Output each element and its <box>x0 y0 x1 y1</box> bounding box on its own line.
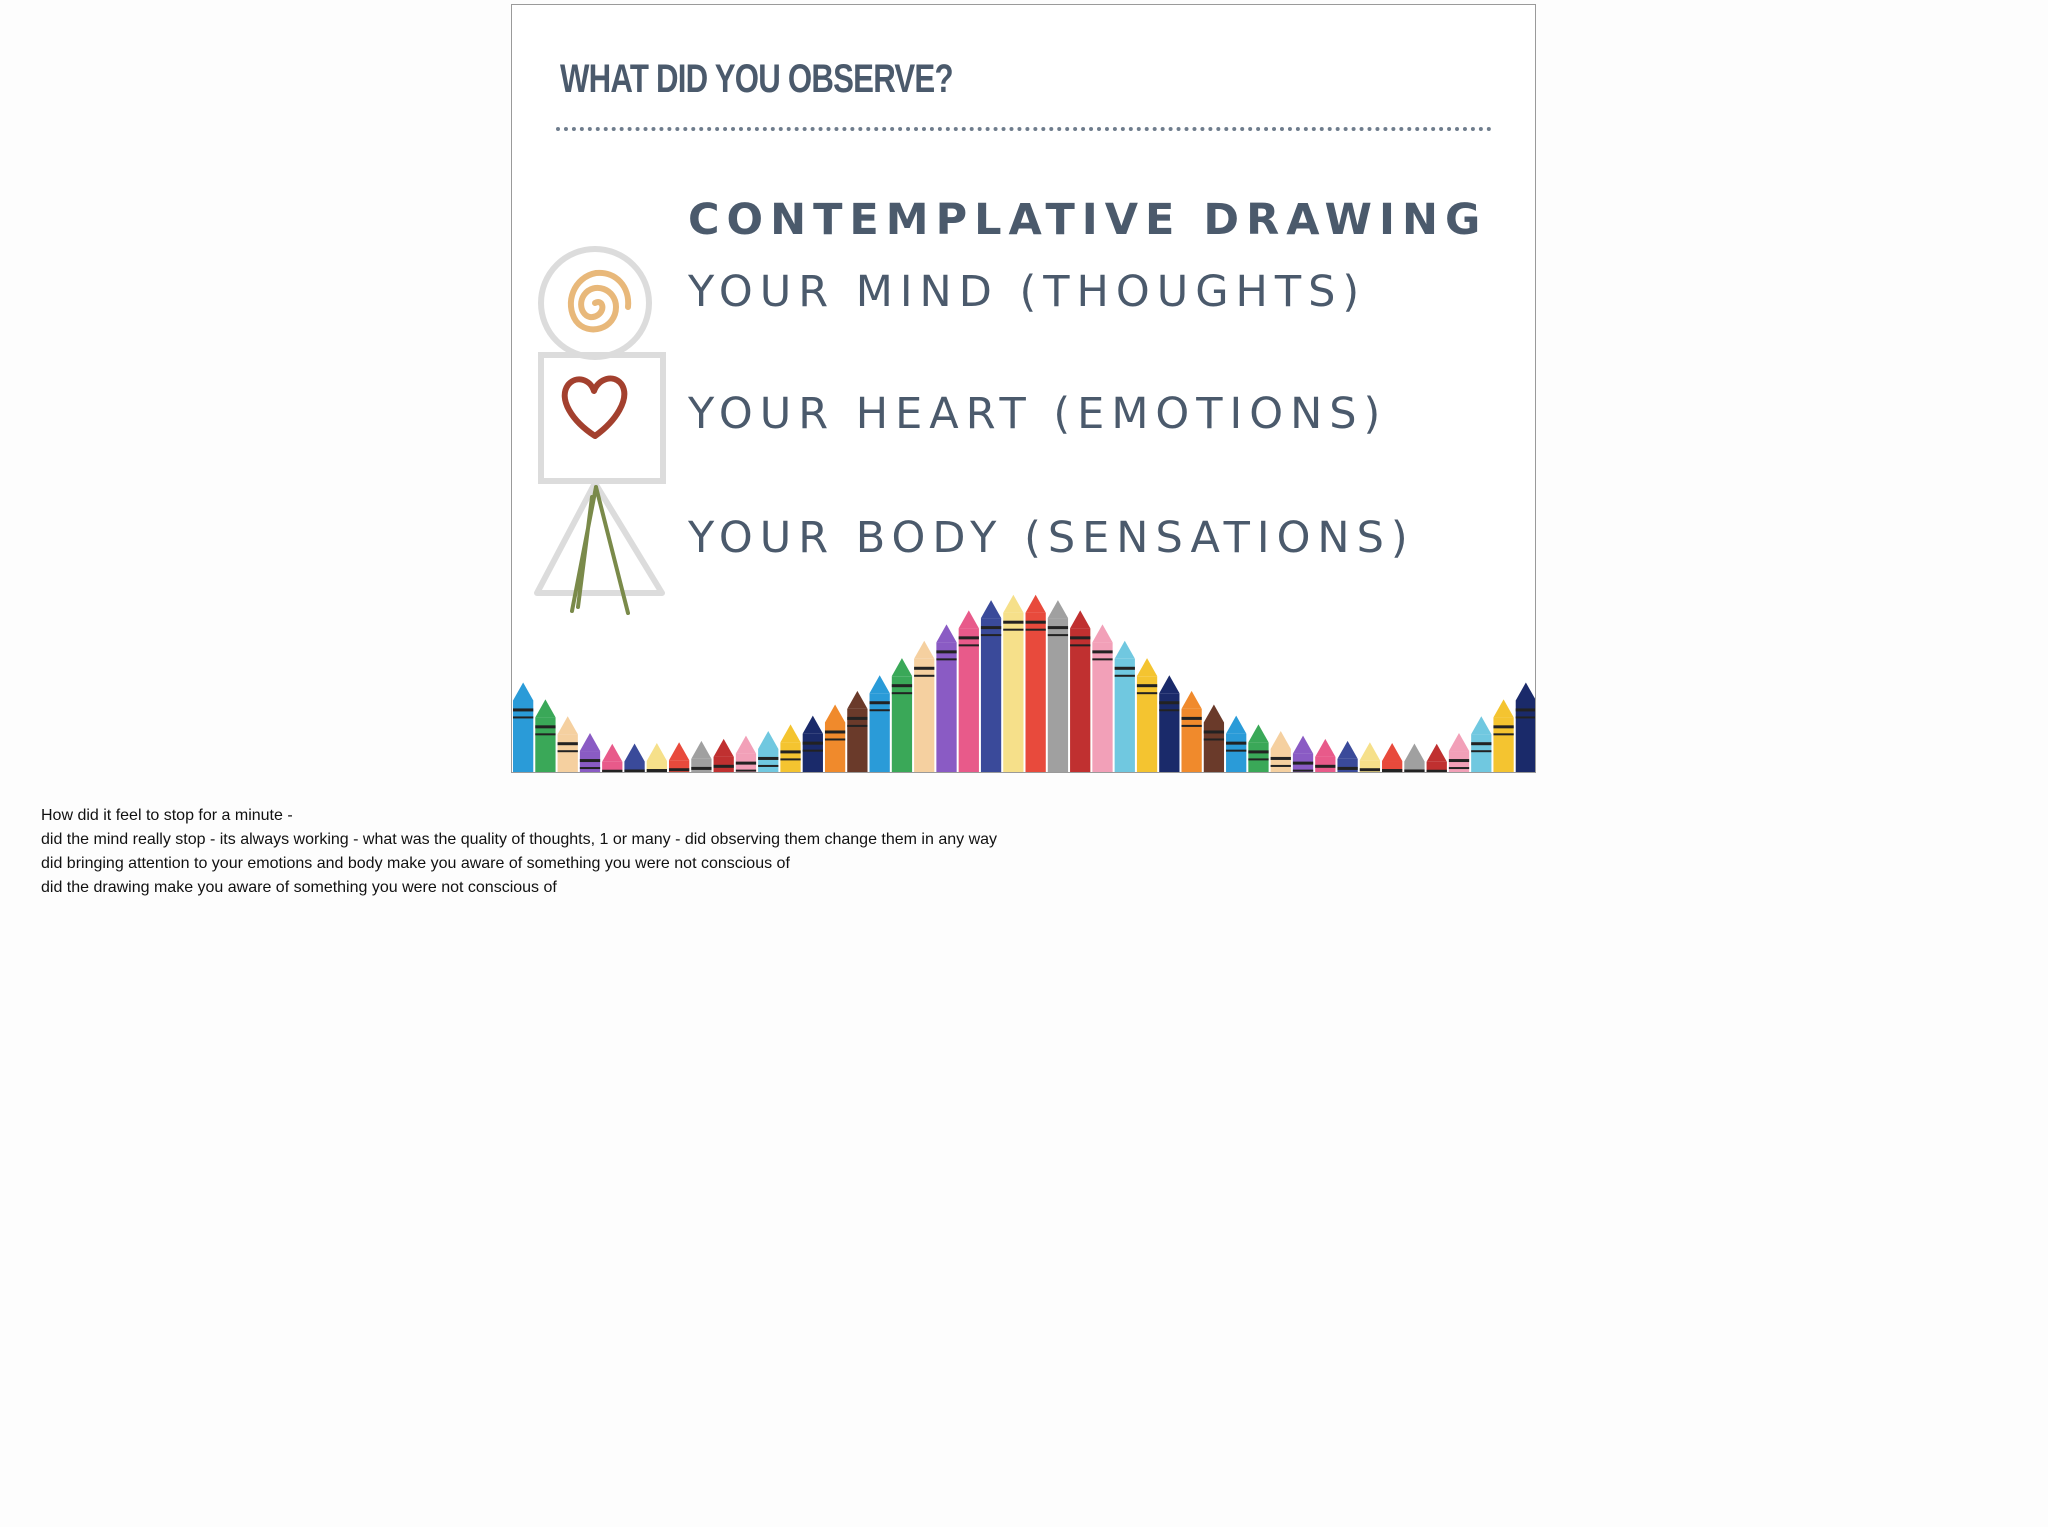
crayon <box>914 641 934 773</box>
crayon <box>1026 595 1046 773</box>
crayon <box>758 731 778 773</box>
crayons-illustration <box>512 585 1536 773</box>
crayon <box>602 744 622 773</box>
crayon <box>870 675 890 773</box>
crayon <box>780 724 800 773</box>
crayon <box>847 691 867 773</box>
crayon <box>1360 742 1380 773</box>
notes-line: How did it feel to stop for a minute - <box>41 807 293 824</box>
crayon <box>1115 641 1135 773</box>
notes-line: did the drawing make you aware of something you were not conscious of <box>41 879 557 896</box>
crayon <box>669 742 689 773</box>
slide <box>511 4 1536 773</box>
crayon <box>1181 691 1201 773</box>
stick-figure-illustration <box>532 241 672 621</box>
crayon <box>825 704 845 773</box>
crayon <box>1048 600 1068 773</box>
crayon <box>1003 595 1023 773</box>
crayon <box>691 741 711 773</box>
crayon <box>1159 675 1179 773</box>
crayon <box>959 610 979 773</box>
crayon <box>1248 724 1268 773</box>
crayon <box>981 600 1001 773</box>
crayon <box>1315 739 1335 773</box>
crayon <box>624 743 644 773</box>
crayon <box>936 624 956 773</box>
notes-line: did the mind really stop - its always working - what was the quality of thoughts, 1 or many - did observing them change them in any way <box>41 831 998 848</box>
crayon <box>535 699 555 773</box>
crayon <box>1382 743 1402 773</box>
spiral-icon <box>571 273 628 330</box>
notes-line: did bringing attention to your emotions and body make you aware of something you were not conscious of <box>41 855 790 872</box>
crayon <box>1271 731 1291 773</box>
crayon <box>1204 704 1224 773</box>
slide-heading: CONTEMPLATIVE DRAWING <box>688 195 1488 245</box>
crayon <box>892 658 912 773</box>
title-divider <box>556 127 1492 131</box>
torso-square <box>541 355 663 481</box>
crayon <box>1449 733 1469 773</box>
crayon <box>580 733 600 773</box>
crayon <box>1516 682 1536 773</box>
crayon <box>1471 716 1491 773</box>
heart-icon <box>565 378 625 436</box>
crayon <box>513 682 533 773</box>
crayon <box>714 739 734 773</box>
crayon <box>1337 741 1357 773</box>
body-line: YOUR BODY (SENSATIONS) <box>688 513 1415 563</box>
crayon <box>647 743 667 773</box>
crayon <box>1070 610 1090 773</box>
slide-title: WHAT DID YOU OBSERVE? <box>560 57 953 101</box>
speaker-notes <box>41 804 997 900</box>
crayon <box>558 716 578 773</box>
crayon <box>1493 699 1513 773</box>
crayon <box>803 716 823 773</box>
crayon <box>1427 744 1447 773</box>
crayon <box>1293 736 1313 773</box>
crayon <box>1092 624 1112 773</box>
heart-line: YOUR HEART (EMOTIONS) <box>688 389 1388 439</box>
mind-line: YOUR MIND (THOUGHTS) <box>688 267 1367 317</box>
crayon <box>1226 716 1246 773</box>
crayon <box>1137 658 1157 773</box>
crayon <box>1404 743 1424 773</box>
crayon <box>736 736 756 773</box>
